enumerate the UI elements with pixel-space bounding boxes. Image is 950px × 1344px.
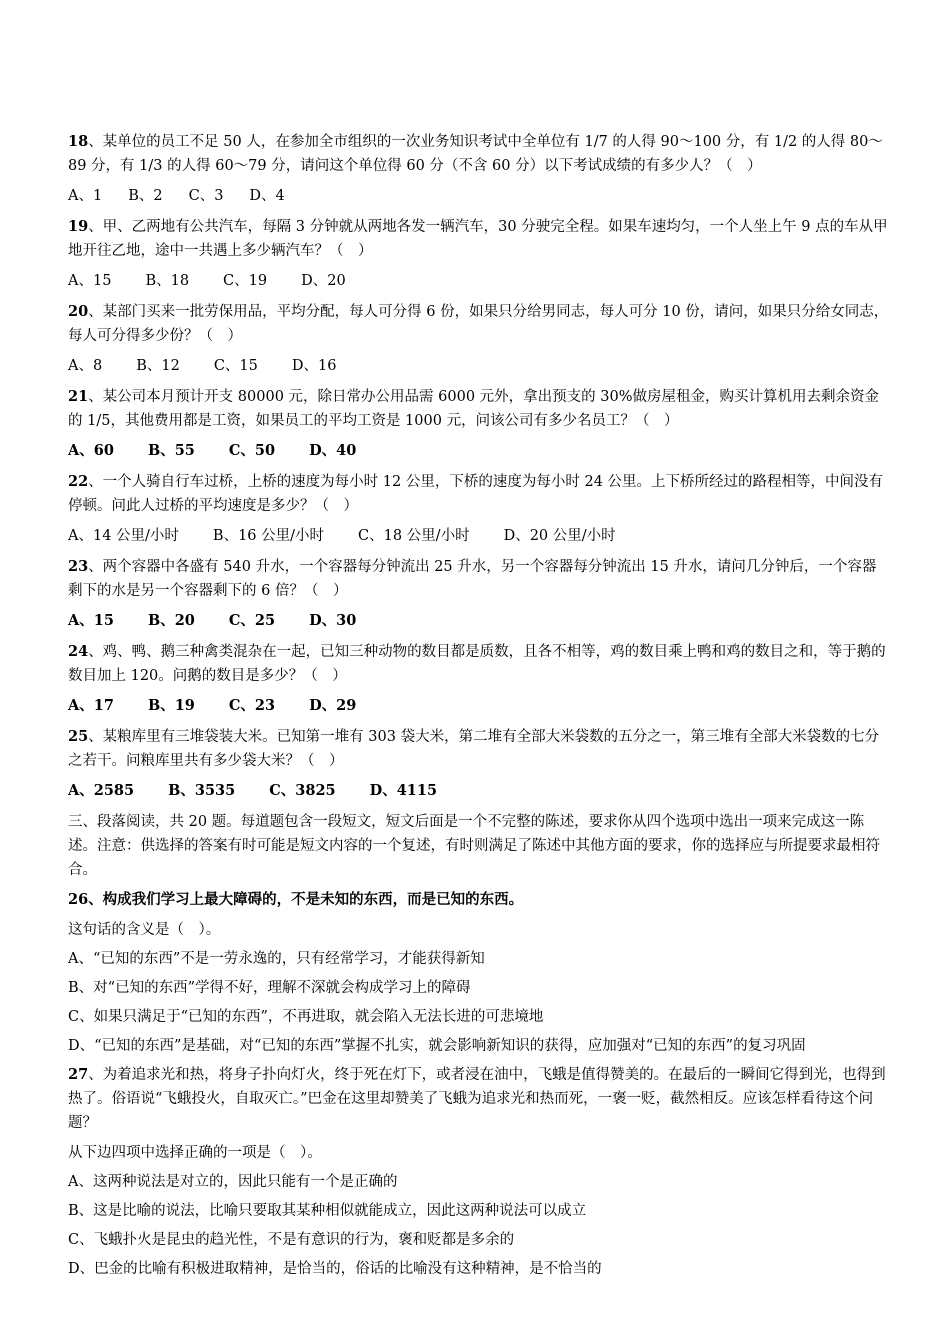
- question-20: [68, 300, 890, 348]
- option-a: A、17: [68, 697, 114, 714]
- option-b: B、16 公里/小时: [212, 528, 325, 544]
- option-d: D、30: [309, 612, 357, 629]
- question-text: 、甲、乙两地有公共汽车，每隔 3 分钟就从两地各发一辆汽车，30 分驶完全程。如果车速均匀，一个人坐上午 9 点的车从甲地开往乙地，途中一共遇上多少辆汽车？（ ）: [68, 219, 888, 259]
- options-24: [68, 694, 890, 718]
- option-c: C、15: [213, 358, 258, 374]
- question-text: 、构成我们学习上最大障碍的，不是未知的东西，而是已知的东西。: [88, 891, 524, 908]
- option-c: C、3: [188, 188, 224, 204]
- question-27-option-b: B、这是比喻的说法，比喻只要取其某种相似就能成立，因此这两种说法可以成立: [68, 1203, 587, 1219]
- question-24: [68, 640, 890, 688]
- question-27-prompt: 从下边四项中选择正确的一项是（ ）。: [68, 1145, 322, 1161]
- option-c: C、25: [228, 612, 276, 629]
- option-a: A、15: [68, 612, 114, 629]
- question-text: 、某部门买来一批劳保用品，平均分配，每人可分得 6 份，如果只分给男同志，每人可分 10 份，请问，如果只分给女同志，每人可分得多少份？（ ）: [68, 304, 889, 344]
- option-c: C、50: [228, 442, 276, 459]
- option-c: C、23: [228, 697, 276, 714]
- option-c: C、18 公里/小时: [358, 528, 470, 544]
- option-b: B、2: [128, 188, 163, 204]
- option-d: D、16: [291, 358, 337, 374]
- option-b: B、20: [147, 612, 195, 629]
- options-22: [68, 524, 890, 548]
- option-a: A、15: [68, 273, 112, 289]
- question-number: 19: [68, 218, 89, 235]
- question-25: [68, 725, 890, 773]
- question-number: 25: [68, 728, 89, 745]
- question-19: [68, 215, 890, 263]
- question-text: 、为着追求光和热，将身子扑向灯火，终于死在灯下，或者浸在油中，飞蛾是值得赞美的。在最后的一瞬间它得到光，也得到热了。俗语说“飞蛾投火，自取灭亡。”巴金在这里却赞美了飞蛾为追求光和热而死，一褒一贬，截然相反。应该怎样看待这个问题？: [68, 1067, 886, 1131]
- question-number: 27: [68, 1066, 89, 1083]
- option-a: A、60: [68, 442, 114, 459]
- options-18: [68, 184, 890, 208]
- option-b: B、55: [147, 442, 195, 459]
- section-3-intro: 三、段落阅读，共 20 题。每道题包含一段短文，短文后面是一个不完整的陈述，要求你从四个选项中选出一项来完成这一陈述。注意：供选择的答案有时可能是短文内容的一个复述，有时则满足了陈述中其他方面的要求，你的选择应与所提要求最相符合。: [68, 814, 880, 878]
- option-c: C、3825: [269, 782, 336, 799]
- option-a: A、8: [68, 358, 103, 374]
- question-22: [68, 470, 890, 518]
- options-23: [68, 609, 890, 633]
- question-number: 26: [68, 891, 89, 908]
- options-19: [68, 269, 890, 293]
- option-a: A、14 公里/小时: [68, 528, 179, 544]
- question-26-option-b: B、对“已知的东西”学得不好，理解不深就会构成学习上的障碍: [68, 980, 471, 996]
- option-a: A、1: [68, 188, 103, 204]
- options-25: [68, 779, 890, 803]
- option-a: A、2585: [68, 782, 135, 799]
- question-26-prompt: 这句话的含义是（ ）。: [68, 922, 221, 938]
- options-21: [68, 439, 890, 463]
- question-number: 20: [68, 303, 89, 320]
- option-b: B、19: [147, 697, 195, 714]
- question-26-option-d: D、“已知的东西”是基础，对“已知的东西”掌握不扎实，就会影响新知识的获得，应加强对“已知的东西”的复习巩固: [68, 1038, 806, 1054]
- question-26-option-c: C、如果只满足于“已知的东西”，不再进取，就会陷入无法长进的可悲境地: [68, 1009, 544, 1025]
- option-d: D、40: [309, 442, 357, 459]
- question-number: 23: [68, 558, 89, 575]
- option-b: B、3535: [168, 782, 236, 799]
- option-d: D、20 公里/小时: [503, 528, 616, 544]
- question-number: 21: [68, 388, 89, 405]
- option-c: C、19: [223, 273, 268, 289]
- question-26-option-a: A、“已知的东西”不是一劳永逸的，只有经常学习，才能获得新知: [68, 951, 485, 967]
- option-d: D、29: [309, 697, 357, 714]
- question-23: [68, 555, 890, 603]
- document-page: [68, 130, 890, 1286]
- question-27: [68, 1063, 890, 1135]
- question-text: 、一个人骑自行车过桥，上桥的速度为每小时 12 公里，下桥的速度为每小时 24 公里。上下桥所经过的路程相等，中间没有停顿。问此人过桥的平均速度是多少？（ ）: [68, 474, 884, 514]
- question-text: 、两个容器中各盛有 540 升水，一个容器每分钟流出 25 升水，另一个容器每分钟流出 15 升水，请问几分钟后，一个容器剩下的水是另一个容器剩下的 6 倍？（ ）: [68, 559, 877, 599]
- question-18: [68, 130, 890, 178]
- question-27-option-c: C、飞蛾扑火是昆虫的趋光性，不是有意识的行为，褒和贬都是多余的: [68, 1232, 515, 1248]
- option-d: D、4115: [369, 782, 438, 799]
- question-27-option-d: D、巴金的比喻有积极进取精神，是恰当的，俗话的比喻没有这种精神，是不恰当的: [68, 1261, 602, 1277]
- question-number: 18: [68, 133, 89, 150]
- question-26: [68, 888, 890, 912]
- question-text: 、某公司本月预计开支 80000 元，除日常办公用品需 6000 元外，拿出预支的 30%做房屋租金，购买计算机用去剩余资金的 1/5，其他费用都是工资，如果员工的平均工资是 1000 元，问该公司有多少名员工？（ ）: [68, 389, 879, 429]
- option-d: D、20: [301, 273, 346, 289]
- option-d: D、4: [249, 188, 285, 204]
- question-21: [68, 385, 890, 433]
- question-text: 、某粮库里有三堆袋装大米。已知第一堆有 303 袋大米，第二堆有全部大米袋数的五分之一，第三堆有全部大米袋数的七分之若干。问粮库里共有多少袋大米？（ ）: [68, 729, 880, 769]
- option-b: B、12: [136, 358, 180, 374]
- question-text: 、某单位的员工不足 50 人，在参加全市组织的一次业务知识考试中全单位有 1/7 的人得 90～100 分，有 1/2 的人得 80～89 分，有 1/3 的人得 60～79 分，请问这个单位得 60 分（不含 60 分）以下考试成绩的有多少人？（ ）: [68, 134, 883, 174]
- question-number: 24: [68, 643, 89, 660]
- question-27-option-a: A、这两种说法是对立的，因此只能有一个是正确的: [68, 1174, 398, 1190]
- option-b: B、18: [145, 273, 190, 289]
- options-20: [68, 354, 890, 378]
- question-text: 、鸡、鸭、鹅三种禽类混杂在一起，已知三种动物的数目都是质数，且各不相等，鸡的数目乘上鸭和鸡的数目之和，等于鹅的数目加上 120。问鹅的数目是多少？（ ）: [68, 644, 886, 684]
- question-number: 22: [68, 473, 89, 490]
